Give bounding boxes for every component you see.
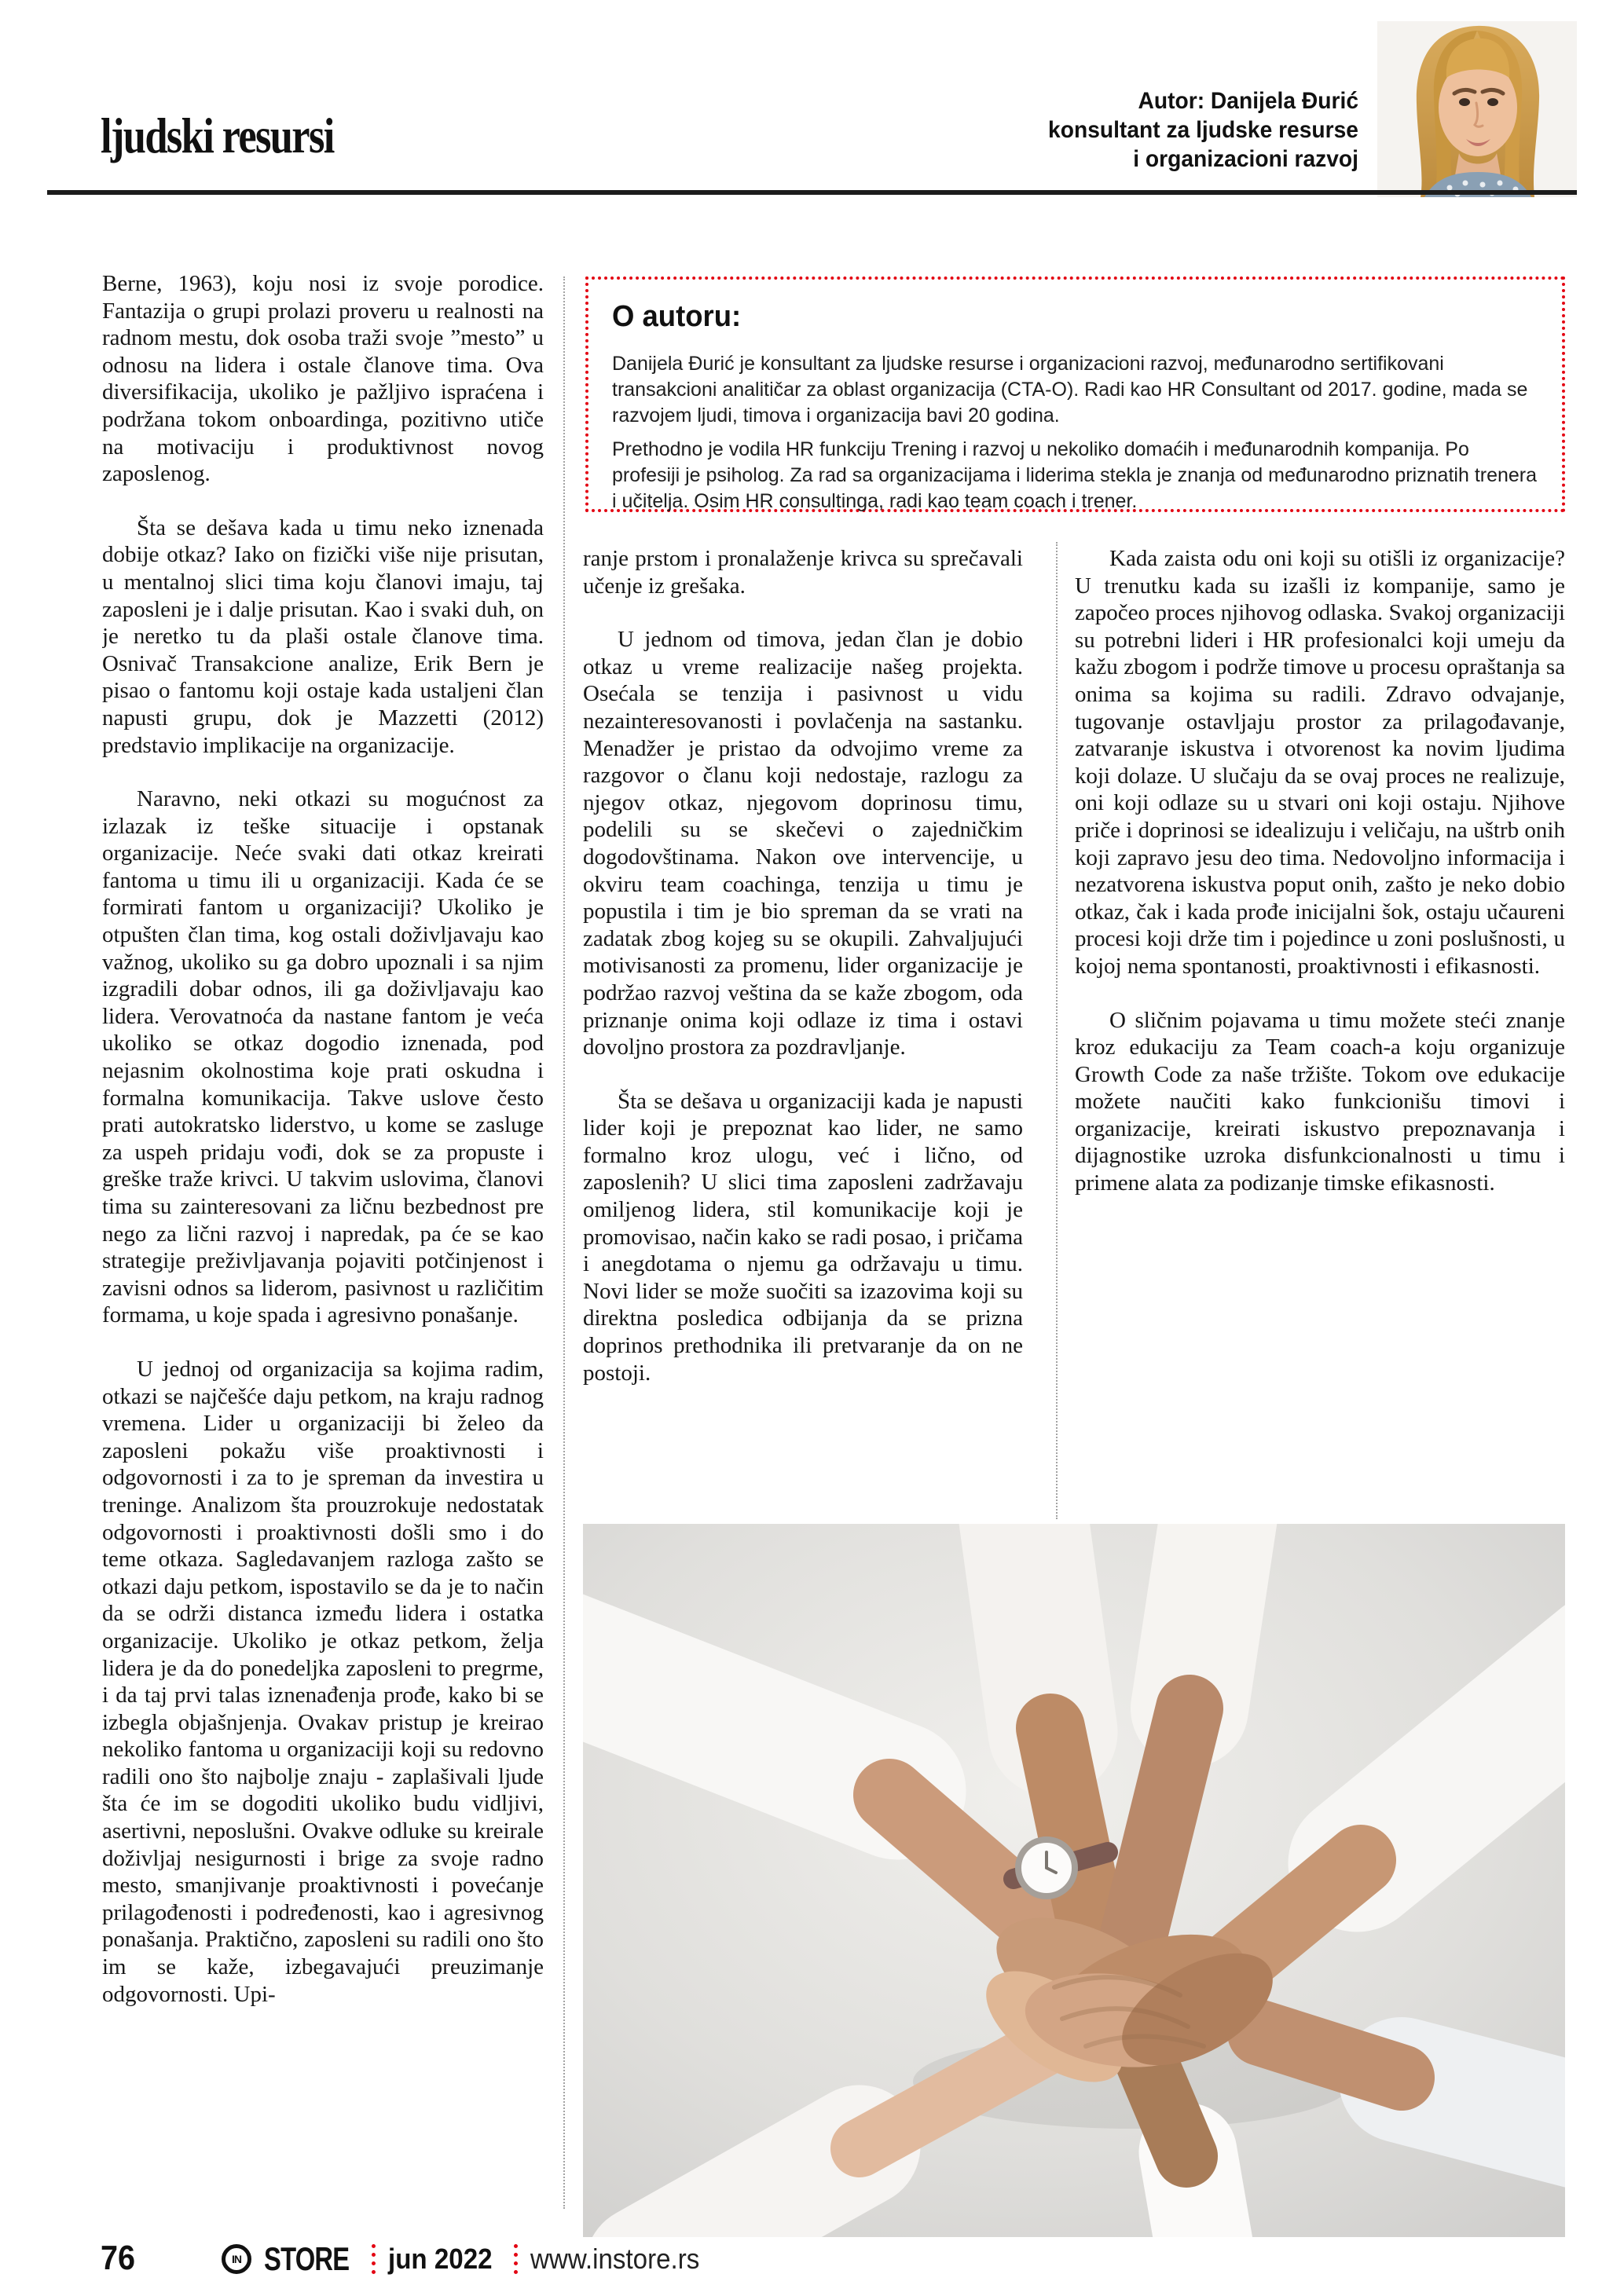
column-separator [563,276,565,2209]
column-separator [1056,542,1058,1519]
about-author-box [585,276,1565,512]
header-rule [47,190,1577,195]
author-credit-line: Autor: Danijela Đurić [1138,88,1358,114]
page-number: 76 [101,2239,136,2277]
page-footer [0,2236,1624,2283]
article-paragraph: ranje prstom i pronalaženje krivca su sprečavali učenje iz grešaka. [583,546,1023,599]
eye [1487,98,1498,106]
author-credit-line: i organizacioni razvoj [1133,146,1358,172]
article-paragraph: U jednoj od organizacija sa kojima radim, otkazi se najčešće daju petkom, na kraju radnog vremena. Lider u organizaciji bi želeo da zaposleni pokažu više proaktivnosti i odgovornosti i za to je spreman da investira u treninge. Analizom šta prouzrokuje nedostatak odgovornosti i proaktivnosti došli smo i do teme otkaza. Sagledavanjem razloga zašto se otkazi daju petkom, ispostavilo se da je to način da se održi distanca između lidera i ostatka organizacije. Ukoliko je otkaz petkom, želja lidera je da do ponedeljka zaposleni to pregrme, i da taj prvi talas iznenađenja prođe, kako bi se izbegla objašnjenja. Ovakav pristup je kreirao nekoliko fantoma u organizaciji koji su redovno radili ono što najbolje znaju - zaplašivali ljude šta će im se dogoditi ukoliko budu vidljivi, asertivni, neposlušni. Ovakve odluke su kreirale doživljaj nesigurnosti i brige za svoje radno mesto, smanjivanje proaktivnosti i povećanje prilagođenosti i podređenosti, kao i agresivnog ponašanja. Praktično, zaposleni su radili ono što im se kaže, izbegavajući preuzimanje odgovornosti. Upi- [102,1356,544,2007]
website-url: www.instore.rs [530,2243,700,2275]
brand-name: STORE [264,2240,350,2277]
section-title: ljudski resursi [101,108,334,163]
author-credit [841,86,1358,174]
article-paragraph: U jednom od timova, jedan član je dobio otkaz u vreme realizacije našeg projekta. Osećala se tenzija i pasivnost u vidu nezainteresovanosti i povlačenja na sastanku. Menadžer je pristao da odvojimo vreme za razgovor o članu koji nedostaje, razlogu za njegov otkaz, njegovom doprinosu timu, podelili su se skečevi o zajedničkim dogodovštinama. Nakon ove intervencije, u okviru team coachinga, tenzija u timu je popustila i tim je bio spreman da se vrati na zadatak zbog kojeg su se okupili. Zahvaljujući motivisanosti za promenu, lider organizacije je podržao razvoj veština da se kaže zbogom, oda priznanje onima koji odlaze iz tima i ostavi dovoljno prostora za pozdravljanje. [583,627,1023,1060]
article-column-2 [583,545,1023,1521]
article-column-1 [102,270,544,2210]
about-box-paragraph: Danijela Đurić je konsultant za ljudske resurse i organizacioni razvoj, međunarodno sertifikovani transakcioni analitičar za oblast organizacija (CTA-O). Radi kao HR Consultant od 2017. godine, mada se razvojem ljudi, timova i organizacija bavi 20 godina. [612,353,1528,427]
eye [1459,98,1470,106]
article-paragraph: Šta se dešava u organizaciji kada je napusti lider koji je prepoznat kao lider, ne samo formalno kroz ulogu, već i lično, od zaposlenih? U slici tima zaposleni zadržavaju omiljenog lidera, stil komunikacije koji je promovisao, način kako se radi posao, i pričama i anegdotama o njemu ga održavaju u timu. Novi lider se može suočiti sa izazovima koji su direktna posledica odbijanja da se prizna doprinos prethodnika ili pretvaranje da on ne postoji. [583,1088,1023,1386]
article-paragraph: Naravno, neki otkazi su mogućnost za izlazak iz teške situacije i opstanak organizacije. Neće svaki dati otkaz kreirati fantoma u timu ili u organizaciji. Kada će se formirati fantom u organizaciji? Ukoliko je otpušten član tima, kog ostali doživljavaju kao važnog, ukoliko su ga dobro upoznali i sa njim izgradili dobar odnos, ili ga doživljavaju kao lidera. Verovatnoća da nastane fantom je veća ukoliko se otkaz dogodio iznenada, pod nejasnim okolnostima koje prati oskudna i formalna komunikacija. Takve uslove često prati autokratsko liderstvo, u kome se zasluge za uspeh pridaju vođi, dok se za propuste i greške traže krivci. U takvim uslovima, članovi tima su zainteresovani za ličnu bezbednost pre nego za lični razvoj i napredak, pa će se kao strategije preživljavanja pojaviti potčinjenost i zavisni odnos sa liderom, pasivnost u različitim formama, u koje spada i agresivno ponašanje. [102,786,544,1328]
footer-brand-row [222,2240,714,2278]
article-column-3 [1075,545,1565,1521]
author-credit-line: konsultant za ljudske resurse [1048,117,1358,143]
instore-logo-icon: IN [222,2244,251,2274]
article-paragraph: Berne, 1963), koju nosi iz svoje porodice. Fantazija o grupi prolazi proveru u realnosti na radnom mestu, dok osoba traži svoje ”mesto” u odnosu na lidera i ostale članove tima. Ova diversifikacija, ukoliko je pažljivo ispraćena i podržana tokom onboardinga, pozitivno utiče na motivaciju i produktivnost novog zaposlenog. [102,271,544,487]
about-box-title: O autoru: [612,300,742,333]
team-hands-photo [583,1524,1565,2237]
footer-separator-dots [514,2244,518,2274]
article-paragraph: Kada zaista odu oni koji su otišli iz organizacije? U trenutku kada su izašli iz kompanije, samo je započeo proces njihovog odlaska. Svakoj organizaciji su potrebni lideri i HR profesionalci koji umeju da kažu zbogom i podrže timove u procesu opraštanja sa onima sa kojima su radili. Zdravo odvajanje, tugovanje ostavljaju prostor za prilagođavanje, zatvaranje iskustva i otvorenost ka novim ljudima koji dolaze. U slučaju da se ovaj proces ne realizuje, oni koji odlaze su u stvari oni koji ostaju. Njihove priče i doprinosi se idealizuju i veličaju, na uštrb onih koji zapravo jesu deo tima. Nedovoljno informacija i nezatvorena iskustva poput onih, zašto je neko dobio otkaz, čak i kada prođe inicijalni šok, ostaju učaureni procesi koji drže tim i pojedince u zoni poslušnosti, u kojoj nema spontanosti, proaktivnosti i efikasnosti. [1075,546,1565,979]
article-paragraph: Šta se dešava kada u timu neko iznenada dobije otkaz? Iako on fizički više nije prisutan, u mentalnoj slici tima koju članovi imaju, taj zaposleni je i dalje prisutan. Kao i svaki duh, on je neretko tu da plaši ostale članove tima. Osnivač Transakcione analize, Erik Bern je pisao o fantomu koji ostaje kada ustaljeni član napusti grupu, dok je Mazzetti (2012) predstavio implikacije na organizacije. [102,514,544,758]
author-portrait [1377,20,1577,198]
article-paragraph: O sličnim pojavama u timu možete steći znanje kroz edukaciju za Team coach-a koju organizuje Growth Code za naše tržište. Tokom ove edukacije možete naučiti kako funkcionišu timovi i organizacije, kreirati iskustvo prepoznavanja i dijagnostike uzroka disfunkcionalnosti u timu i primene alata za podizanje timske efikasnosti. [1075,1007,1565,1196]
issue-date: jun 2022 [387,2243,493,2275]
footer-separator-dots [372,2244,376,2274]
about-box-paragraph: Prethodno je vodila HR funkciju Trening i razvoj u nekoliko domaćih i međunarodnih kompanija. Po profesiji je psiholog. Za rad sa organizacijama i liderima stekla je znanja od međunarodno priznatih trenera i učitelja. Osim HR consultinga, radi kao team coach i trener. [612,438,1538,512]
